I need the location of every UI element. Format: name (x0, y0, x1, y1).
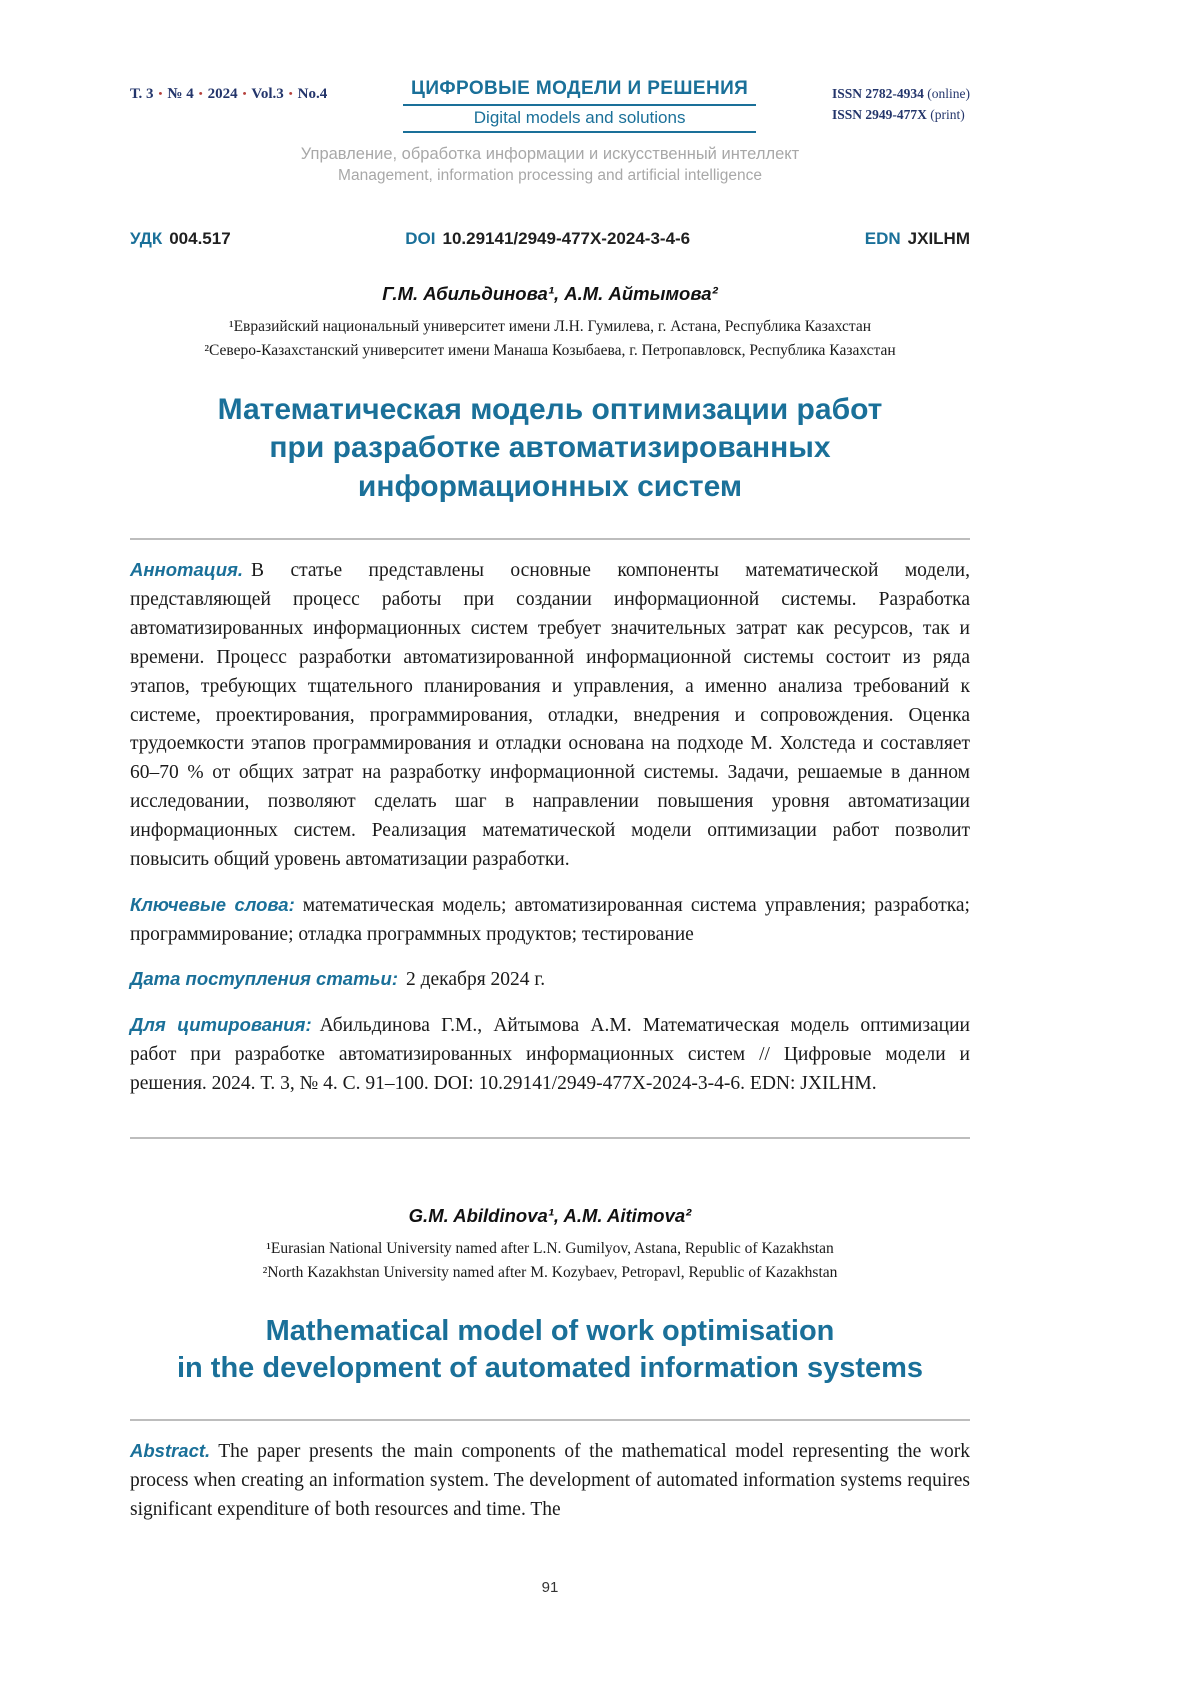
issue-volume-en: Vol.3 (251, 86, 284, 102)
abstract-ru (130, 556, 970, 874)
affiliation-en-2: ²North Kazakhstan University named after M. Kozybaev, Petropavl, Republic of Kazakhstan (262, 1263, 838, 1281)
date-received (130, 965, 970, 995)
date-received-label: Дата поступления статьи: (130, 968, 398, 990)
issn-print (832, 105, 970, 126)
keywords-text: математическая модель; автоматизированная система управления; разработка; программирование; отладка программных продуктов; тестирование (130, 894, 970, 945)
journal-title-block (403, 78, 756, 133)
issn-online-suffix: (online) (927, 86, 970, 101)
divider (130, 538, 970, 540)
journal-section-en: Management, information processing and artificial intelligence (338, 167, 762, 184)
title-en-line-2: in the development of automated information systems (176, 1351, 924, 1384)
issue-number-ru: № 4 (167, 86, 194, 102)
keywords-label: Ключевые слова: (130, 893, 295, 915)
article-meta-row (130, 229, 970, 249)
journal-header (130, 78, 970, 133)
authors-ru: Г.М. Абильдинова¹, А.М. Айтымова² (382, 283, 718, 304)
citation-ru (130, 1011, 970, 1099)
udc (130, 229, 231, 249)
journal-section-ru: Управление, обработка информации и искусственный интеллект (300, 145, 800, 163)
issn-print-suffix: (print) (930, 106, 965, 122)
affiliation-ru-2: ²Северо-Казахстанский университет имени Манаша Козыбаева, г. Петропавловск, Республика Казахстан (204, 342, 896, 360)
abstract-en-label: Abstract. (130, 1440, 211, 1462)
affiliations-en (130, 1237, 970, 1285)
journal-title-ru: ЦИФРОВЫЕ МОДЕЛИ И РЕШЕНИЯ (411, 78, 749, 99)
edn-value: JXILHM (907, 229, 970, 248)
journal-issue-info (130, 78, 327, 103)
issue-number-en: No.4 (297, 86, 328, 102)
edn-label: EDN (864, 229, 901, 248)
udc-value: 004.517 (169, 229, 231, 248)
citation-text: Абильдинова Г.М., Айтымова А.М. Математическая модель оптимизации работ при разработке автоматизированных информационных систем // Цифровые модели и решения. 2024. Т. 3, № 4. С. 91–100. DOI: 10.29141/2949-477X-2024-3-4-6. EDN: JXILHM. (130, 1015, 970, 1094)
affiliations-ru (130, 315, 970, 363)
abstract-ru-text: В статье представлены основные компоненты математической модели, представляющей процесс работы при создании информационной системы. Разработка автоматизированных информационных систем требует значительных затрат как ресурсов, так и времени. Процесс разработки автоматизированной информационной системы состоит из ряда этапов, требующих тщательного планирования и управления, а именно анализа требований к системе, проектирования, программирования, отладки, внедрения и сопровождения. Оценка трудоемкости этапов программирования и отладки основана на подходе М. Холстеда и составляет 60–70 % от общих затрат на разработку информационной системы. Задачи, решаемые в данном исследовании, позволяют сделать шаг в направлении повышения уровня автоматизации информационных систем. Реализация математической модели оптимизации работ позволит повысить общий уровень автоматизации разработки. (130, 560, 970, 870)
title-ru-line-1: Математическая модель оптимизации работ (217, 393, 883, 427)
divider (130, 1137, 970, 1139)
issue-year: 2024 (207, 86, 238, 102)
issn-block (832, 78, 970, 126)
issn-print-number: ISSN 2949-477X (831, 106, 927, 122)
title-ru-line-3: информационных систем (357, 469, 743, 503)
issn-online (832, 84, 970, 105)
abstract-ru-label: Аннотация. (130, 559, 244, 581)
issue-volume-ru: Т. 3 (130, 86, 154, 102)
article-title-en (130, 1313, 970, 1387)
issue-separator: • (158, 88, 163, 100)
abstract-en (130, 1437, 970, 1525)
divider (130, 1419, 970, 1421)
citation-label: Для цитирования: (130, 1014, 312, 1036)
authors-en: G.M. Abildinova¹, A.M. Aitimova² (408, 1204, 692, 1226)
journal-section (130, 145, 970, 185)
article-title-ru (130, 391, 970, 506)
issn-online-number: ISSN 2782-4934 (831, 86, 924, 101)
issue-separator: • (288, 88, 293, 100)
doi-value: 10.29141/2949-477X-2024-3-4-6 (442, 229, 691, 248)
date-received-value: 2 декабря 2024 г. (405, 969, 546, 991)
title-ru-line-2: при разработке автоматизированных (269, 431, 831, 465)
affiliation-ru-1: ¹Евразийский национальный университет имени Л.Н. Гумилева, г. Астана, Республика Казахстан (228, 318, 872, 335)
title-en-line-1: Mathematical model of work optimisation (265, 1314, 835, 1347)
edn (865, 229, 970, 249)
issue-separator: • (242, 88, 247, 100)
issue-separator: • (198, 88, 203, 100)
doi (405, 229, 690, 249)
page-number: 91 (541, 1578, 559, 1596)
journal-title-en: Digital models and solutions (403, 104, 756, 133)
keywords-ru (130, 891, 970, 950)
udc-label: УДК (130, 229, 163, 248)
affiliation-en-1: ¹Eurasian National University named after L.N. Gumilyov, Astana, Republic of Kazakhstan (266, 1239, 834, 1257)
abstract-en-text: The paper presents the main components of the mathematical model representing the work process when creating an information system. The development of automated information systems requires significant expenditure of both resources and time. The (130, 1441, 970, 1520)
doi-label: DOI (405, 229, 436, 248)
